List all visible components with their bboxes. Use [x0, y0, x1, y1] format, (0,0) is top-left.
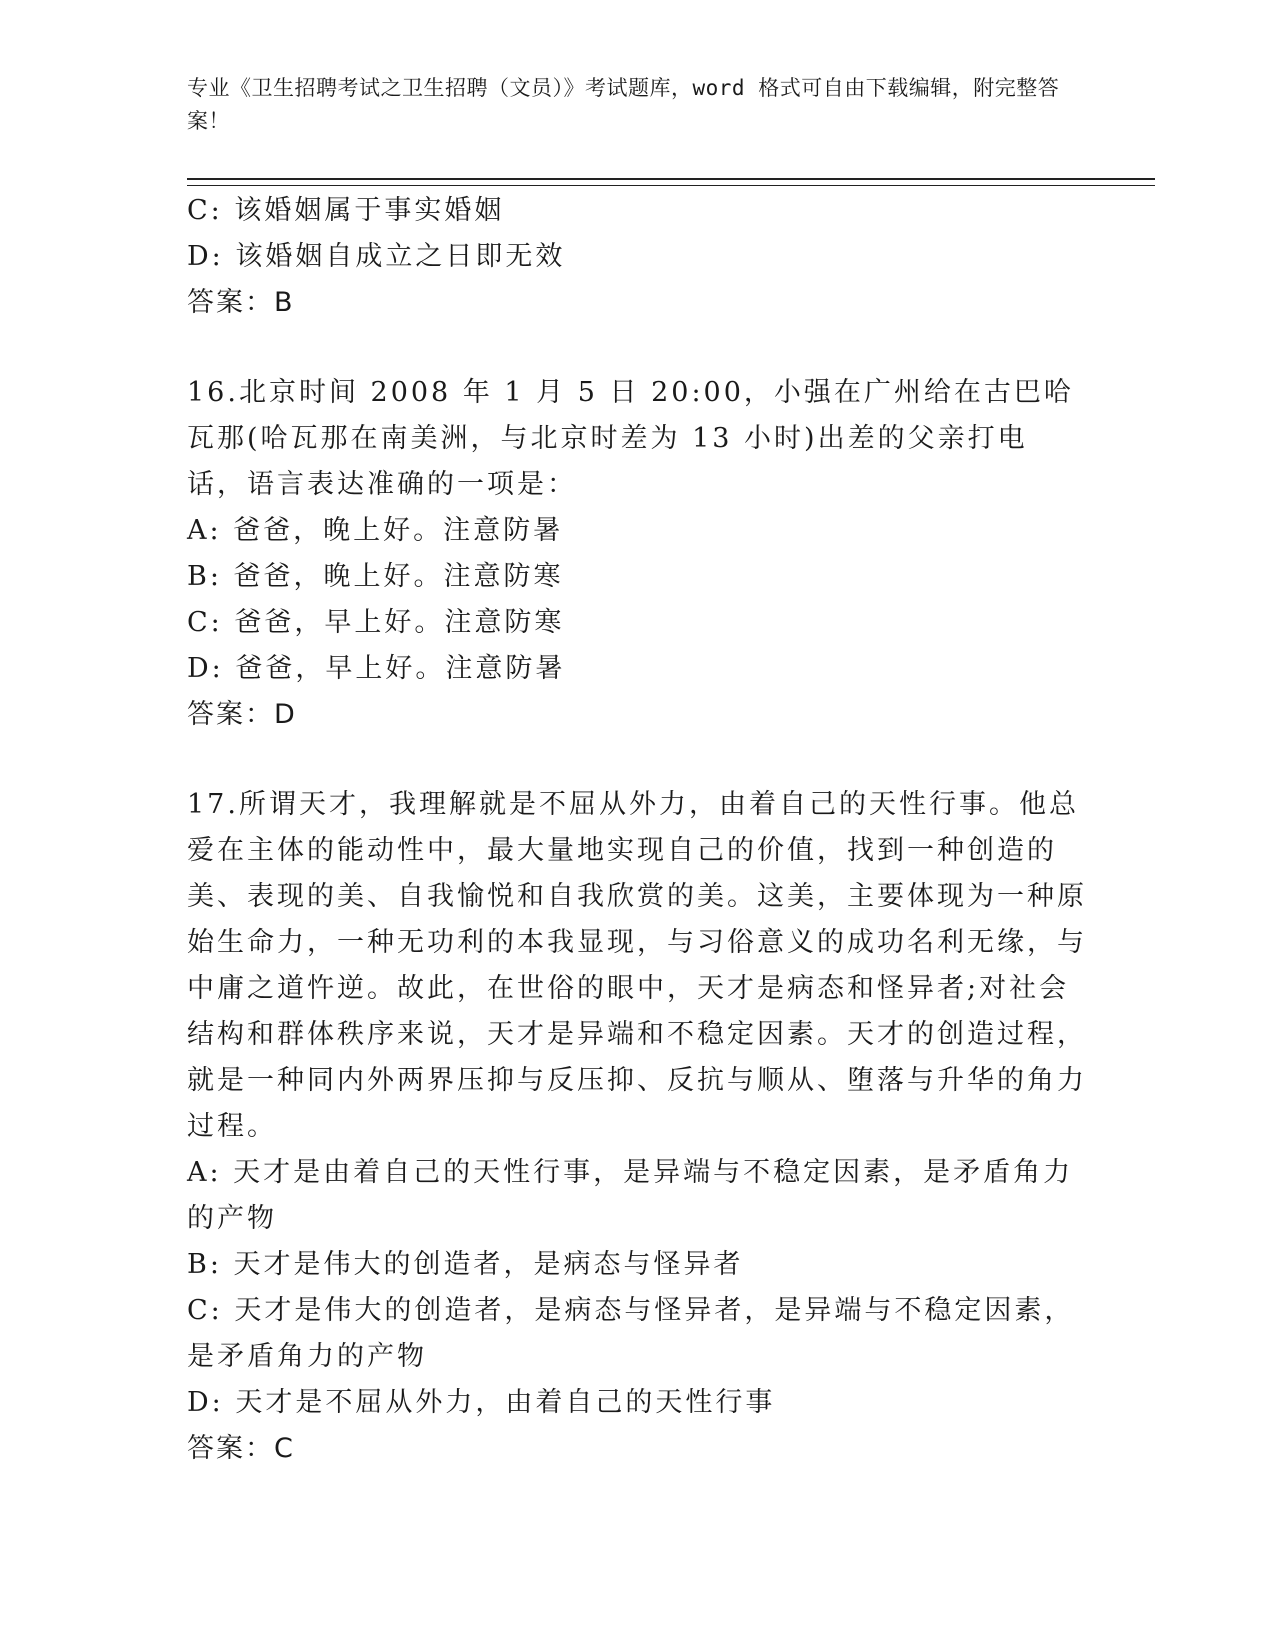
header-divider	[187, 178, 1155, 186]
q16-option-d: D: 爸爸，早上好。注意防暑	[187, 653, 566, 684]
q17-option-a: A: 天才是由着自己的天性行事，是异端与不稳定因素，是矛盾角力的产物	[187, 1157, 1074, 1234]
header-note: 专业《卫生招聘考试之卫生招聘（文员）》考试题库，word 格式可自由下载编辑，附完整答案！	[187, 76, 1060, 133]
q17-option-c: C: 天才是伟大的创造者，是病态与怪异者，是异端与不稳定因素，是矛盾角力的产物	[187, 1295, 1075, 1372]
q17-answer: 答案：C	[187, 1433, 295, 1464]
q15-option-d: D: 该婚姻自成立之日即无效	[187, 241, 566, 272]
q15-option-c: C: 该婚姻属于事实婚姻	[187, 195, 505, 226]
q17-option-d: D: 天才是不屈从外力，由着自己的天性行事	[187, 1387, 776, 1418]
q15-answer: 答案：B	[187, 287, 295, 318]
q17-stem: 17.所谓天才，我理解就是不屈从外力，由着自己的天性行事。他总爱在主体的能动性中，最大量地实现自己的价值，找到一种创造的美、表现的美、自我愉悦和自我欣赏的美。这美，主要体现为一种原始生命力，一种无功利的本我显现，与习俗意义的成功名利无缘，与中庸之道忤逆。故此，在世俗的眼中，天才是病态和怪异者;对社会结构和群体秩序来说，天才是异端和不稳定因素。天才的创造过程，就是一种同内外两界压抑与反压抑、反抗与顺从、堕落与升华的角力过程。	[187, 789, 1087, 1142]
q16-option-b: B: 爸爸，晚上好。注意防寒	[187, 561, 564, 592]
question-content	[187, 188, 1087, 1472]
q16-answer: 答案：D	[187, 699, 297, 730]
q17-option-b: B: 天才是伟大的创造者，是病态与怪异者	[187, 1249, 744, 1280]
q16-option-c: C: 爸爸，早上好。注意防寒	[187, 607, 565, 638]
q16-option-a: A: 爸爸，晚上好。注意防暑	[187, 515, 564, 546]
q16-stem: 16.北京时间 2008 年 1 月 5 日 20:00，小强在广州给在古巴哈瓦那(哈瓦那在南美洲，与北京时差为 13 小时)出差的父亲打电话，语言表达准确的一项是：	[187, 377, 1074, 500]
